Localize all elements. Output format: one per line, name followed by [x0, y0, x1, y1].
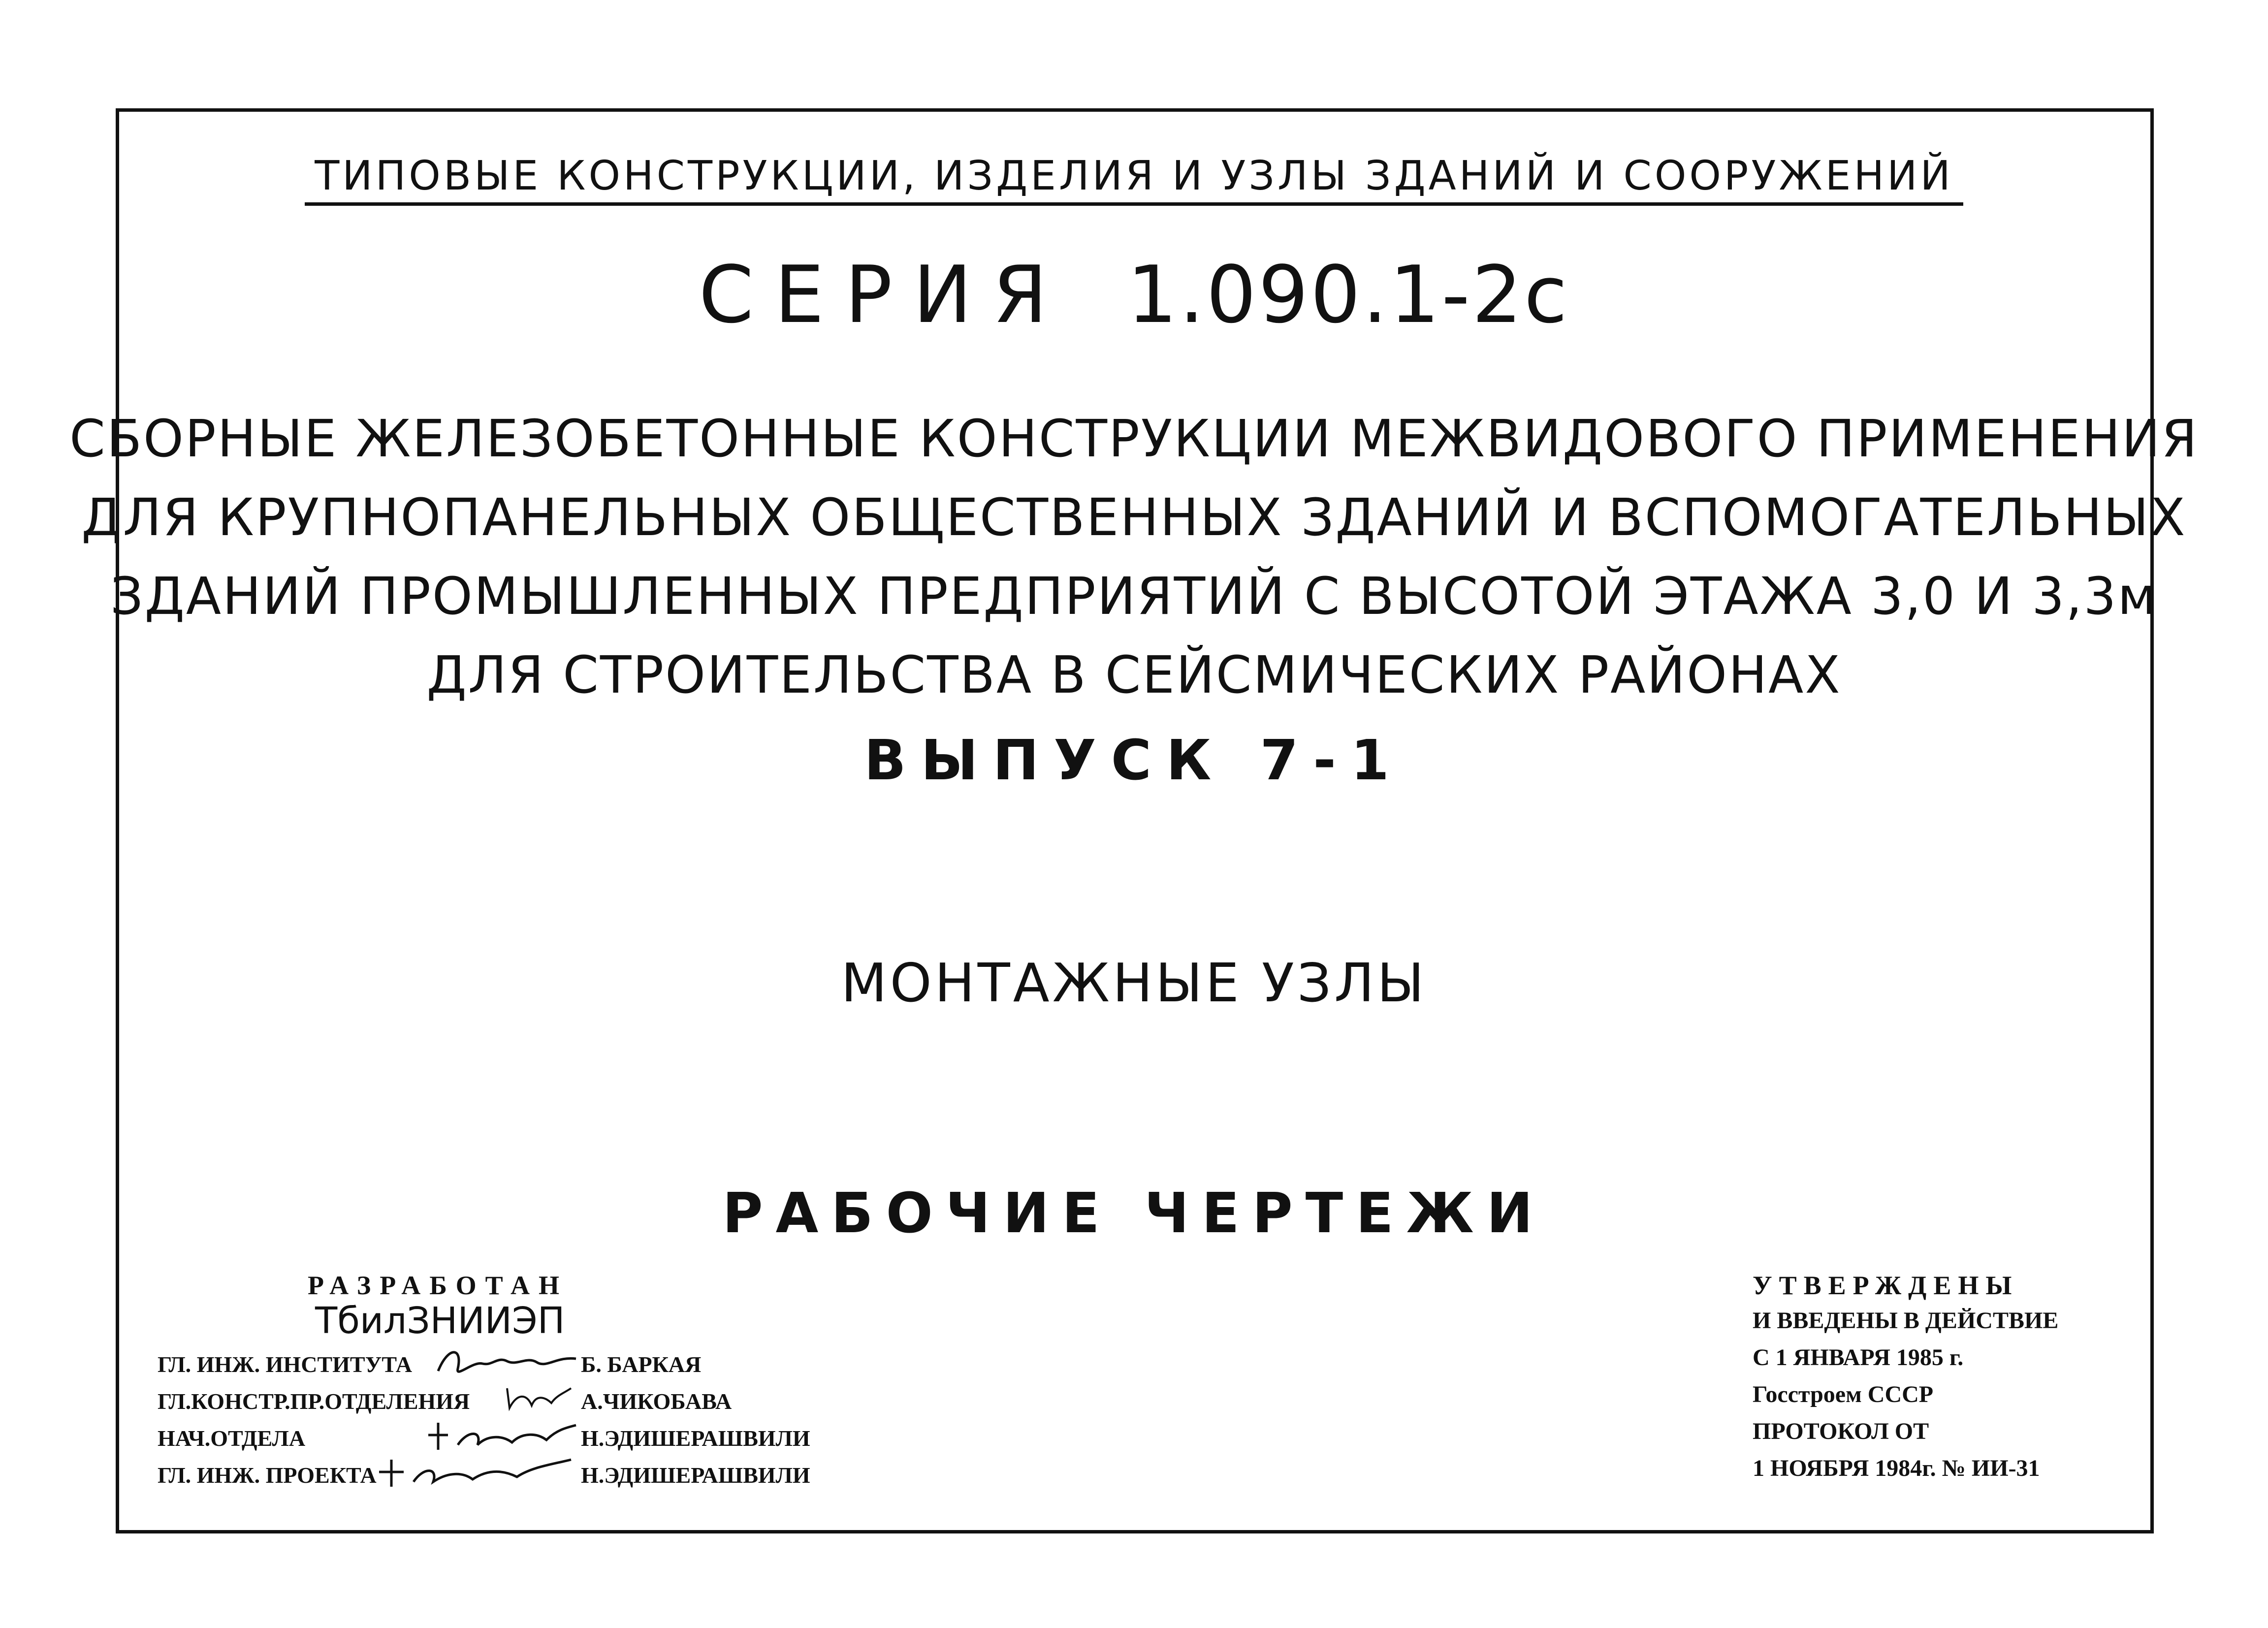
approval-line: УТВЕРЖДЕНЫ [1753, 1271, 2019, 1300]
staff-list [158, 1351, 847, 1499]
staff-role: ГЛ. ИНЖ. ИНСТИТУТА [158, 1352, 412, 1377]
developer-label: РАЗРАБОТАН [308, 1271, 568, 1300]
staff-name: Б. БАРКАЯ [581, 1352, 702, 1377]
signature-icon [374, 1452, 581, 1497]
staff-name: Н.ЭДИШЕРАШВИЛИ [581, 1426, 810, 1451]
staff-role: ГЛ.КОНСТР.ПР.ОТДЕЛЕНИЯ [158, 1389, 470, 1414]
staff-role: НАЧ.ОТДЕЛА [158, 1426, 306, 1451]
staff-role: ГЛ. ИНЖ. ПРОЕКТА [158, 1463, 377, 1488]
approval-line: Госстроем СССР [1753, 1381, 1934, 1407]
signature-icon [502, 1378, 576, 1418]
approval-line: ПРОТОКОЛ ОТ [1753, 1418, 1929, 1444]
description-line-1: СБОРНЫЕ ЖЕЛЕЗОБЕТОННЫЕ КОНСТРУКЦИИ МЕЖВИДОВОГО ПРИМЕНЕНИЯ [69, 409, 2199, 469]
approval-block [1753, 1270, 2058, 1492]
description-line-3: ЗДАНИЙ ПРОМЫШЛЕННЫХ ПРЕДПРИЯТИЙ С ВЫСОТОЙ ЭТАЖА 3,0 И 3,3м [110, 566, 2158, 626]
series-number: 1.090.1-2с [1127, 249, 1569, 341]
approval-line: С 1 ЯНВАРЯ 1985 г. [1753, 1344, 1964, 1371]
staff-name: Н.ЭДИШЕРАШВИЛИ [581, 1463, 810, 1488]
series-heading-text: ТИПОВЫЕ КОНСТРУКЦИИ, ИЗДЕЛИЯ И УЗЛЫ ЗДАНИЙ И СООРУЖЕНИЙ [305, 153, 1963, 206]
document-subject: МОНТАЖНЫЕ УЗЛЫ [841, 953, 1427, 1014]
approval-line: И ВВЕДЕНЫ В ДЕЙСТВИЕ [1753, 1308, 2059, 1334]
developer-org: ТбилЗНИИЭП [315, 1300, 565, 1342]
approval-line: 1 НОЯБРЯ 1984г. № ИИ-31 [1753, 1455, 2040, 1481]
staff-row [158, 1462, 847, 1499]
staff-name: А.ЧИКОБАВА [581, 1389, 732, 1414]
document-type: РАБОЧИЕ ЧЕРТЕЖИ [722, 1181, 1546, 1245]
series-word: СЕРИЯ [699, 249, 1068, 341]
issue-number: ВЫПУСК 7-1 [864, 729, 1404, 793]
description-line-4: ДЛЯ СТРОИТЕЛЬСТВА В СЕЙСМИЧЕСКИХ РАЙОНАХ [426, 645, 1842, 705]
series-title [0, 249, 2268, 341]
description-line-2: ДЛЯ КРУПНОПАНЕЛЬНЫХ ОБЩЕСТВЕННЫХ ЗДАНИЙ И ВСПОМОГАТЕЛЬНЫХ [81, 487, 2187, 547]
series-heading [0, 153, 2268, 199]
